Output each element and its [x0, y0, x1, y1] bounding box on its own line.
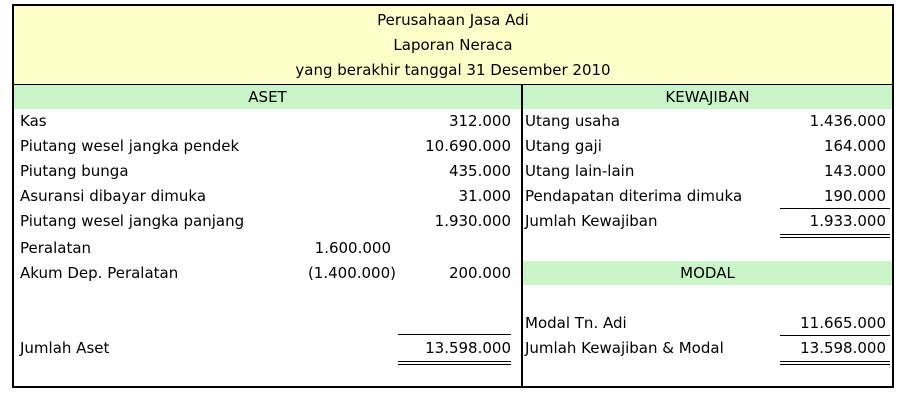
aset-row-label: Piutang wesel jangka panjang: [20, 212, 245, 230]
total-aset-value: 13.598.000: [425, 339, 511, 357]
report-header: [14, 6, 892, 85]
peralatan-label: Peralatan: [20, 239, 92, 257]
kewajiban-row-value: 164.000: [823, 137, 886, 155]
total-kewajiban-modal-label: Jumlah Kewajiban & Modal: [525, 339, 724, 357]
modal-heading: MODAL: [523, 261, 892, 285]
total-kewajiban-value: 1.933.000: [809, 212, 886, 230]
column-divider: [521, 84, 523, 386]
aset-row-value: 10.690.000: [425, 137, 511, 155]
modal-owner-value: 11.665.000: [800, 314, 886, 332]
akum-dep-label: Akum Dep. Peralatan: [20, 264, 179, 282]
subtotal-rule: [398, 334, 511, 335]
kewajiban-heading: KEWAJIBAN: [523, 85, 892, 109]
kewajiban-row-value: 143.000: [823, 162, 886, 180]
aset-row-label: Piutang wesel jangka pendek: [20, 137, 240, 155]
akum-dep-value: 200.000: [448, 264, 511, 282]
kewajiban-row-label: Utang lain-lain: [525, 162, 635, 180]
total-kewajiban-modal-double-rule: [780, 361, 890, 365]
aset-row-value: 435.000: [448, 162, 511, 180]
aset-row-value: 31.000: [458, 187, 511, 205]
modal-owner-label: Modal Tn. Adi: [525, 314, 627, 332]
balance-sheet: [12, 4, 894, 388]
total-aset-double-rule: [398, 361, 511, 365]
report-title: Laporan Neraca: [393, 36, 513, 54]
aset-row-value: 312.000: [448, 112, 511, 130]
akum-dep-amount: (1.400.000): [307, 264, 396, 282]
kewajiban-row-value: 190.000: [823, 187, 886, 205]
aset-row-value: 1.930.000: [434, 212, 511, 230]
company-name: Perusahaan Jasa Adi: [377, 11, 529, 29]
aset-heading: ASET: [14, 85, 521, 109]
kewajiban-row-label: Utang gaji: [525, 137, 602, 155]
total-kewajiban-label: Jumlah Kewajiban: [525, 212, 658, 230]
total-kewajiban-modal-value: 13.598.000: [800, 339, 886, 357]
report-period: yang berakhir tanggal 31 Desember 2010: [295, 61, 611, 79]
peralatan-amount: 1.600.000: [314, 239, 391, 257]
kewajiban-row-label: Utang usaha: [525, 112, 621, 130]
kewajiban-row-value: 1.436.000: [809, 112, 886, 130]
kewajiban-row-label: Pendapatan diterima dimuka: [525, 187, 743, 205]
aset-row-label: Piutang bunga: [20, 162, 129, 180]
aset-row-label: Asuransi dibayar dimuka: [20, 187, 207, 205]
aset-row-label: Kas: [20, 112, 47, 130]
total-aset-label: Jumlah Aset: [20, 339, 110, 357]
total-kewajiban-double-rule: [780, 234, 890, 238]
